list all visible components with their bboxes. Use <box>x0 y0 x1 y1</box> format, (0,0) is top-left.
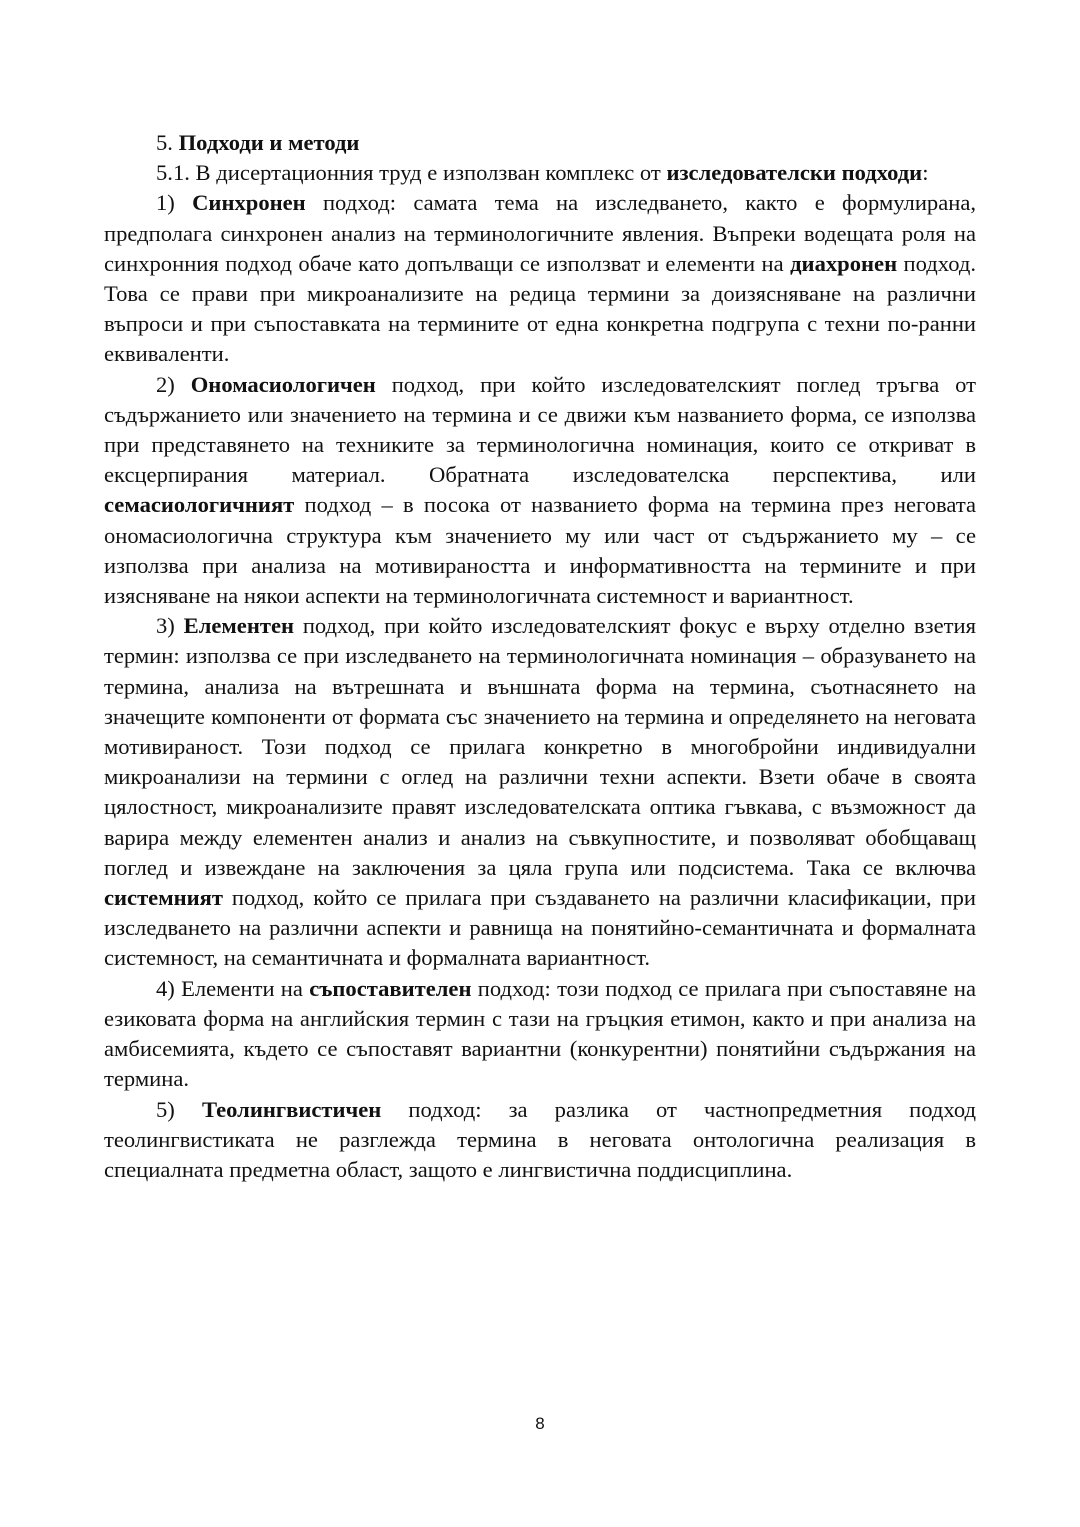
intro-paragraph: 5.1. В дисертационния труд е използван комплекс от изследователски подходи: <box>156 160 929 186</box>
approach-paragraph-1: 1) Синхронен подход: самата тема на изследването, както е формулирана, предполага синхронен анализ на терминологичните явления. Въпреки водещата роля на синхронния подход обаче като допълващи се използват и елементи на диахронен подход. Това се прави при микроанализите на редица термини за доизясняване на различни въпроси и при съпоставката на термините от една конкретна подгрупа с техни по-ранни еквиваленти. <box>104 190 977 367</box>
approach-paragraph-5: 5) Теолингвистичен подход: за разлика от частнопредметния подход теолингвистиката не разглежда термина в неговата онтологична реализация в специалната предметна област, защото е лингвистична поддисциплина. <box>104 1096 976 1182</box>
approach-secondary-term: системният <box>104 885 223 911</box>
approach-paragraph-3: 3) Елементен подход, при който изследователският фокус е върху отделно взетия термин: използва се при изследването на терминологичната номинация – образуването на термина, анализа на вътрешната и външната форма на термина, съотнасянето на значещите компоненти от формата със значението на термина и определянето на неговата мотивираност. Този подход се прилага конкретно в многобройни индивидуални микроанализи на термини с оглед на различни техни аспекти. Взети обаче в своята цялостност, микроанализите правят изследователската оптика гъвкава, с възможност да варира между елементен анализ и анализ на съвкупностите, и позволяват обобщаващ поглед и извеждане на заключения за цяла група или подсистема. Така се включва системният подход, който се прилага при създаването на различни класификации, при изследването на различни аспекти и равнища на понятийно-семантичната и формалната системност, на семантичната и формалната вариантност. <box>104 613 976 971</box>
section-heading <box>104 128 976 158</box>
section-title: Подходи и методи <box>178 130 360 155</box>
approach-name: съпоставителен <box>309 975 472 1001</box>
page-number: 8 <box>535 1414 545 1433</box>
approach-name: Теолингвистичен <box>201 1096 382 1122</box>
document-body <box>104 128 976 1185</box>
approach-name: Елементен <box>183 613 294 639</box>
approach-name: Ономасиологичен <box>190 371 376 397</box>
approach-secondary-term: диахронен <box>790 250 898 276</box>
section-number: 5. <box>156 130 173 155</box>
intro-bold-term: изследователски подходи <box>666 160 923 186</box>
approach-name: Синхронен <box>192 190 306 216</box>
approach-paragraph-4: 4) Елементи на съпоставителен подход: този подход се прилага при съпоставяне на езиковата форма на английския термин с тази на гръцкия етимон, както и при анализа на амбисемията, където се съпоставят вариантни (конкурентни) понятийни съдържания на термина. <box>104 975 976 1092</box>
approach-secondary-term: семасиологичният <box>104 492 295 518</box>
approach-paragraph-2: 2) Ономасиологичен подход, при който изследователският поглед тръгва от съдържанието или значението на термина и се движи към названието форма, се използва при представянето на техниките за терминологична номинация, които се откриват в ексцерпирания материал. Обратната изследователска перспектива, или семасиологичният подход – в посока от названието форма на термина през неговата ономасиологична структура към значението му или част от съдържанието му – се използва при анализа на мотивираността и информативността на термините и при изясняване на някои аспекти на терминологичната системност и вариантност. <box>104 371 976 609</box>
